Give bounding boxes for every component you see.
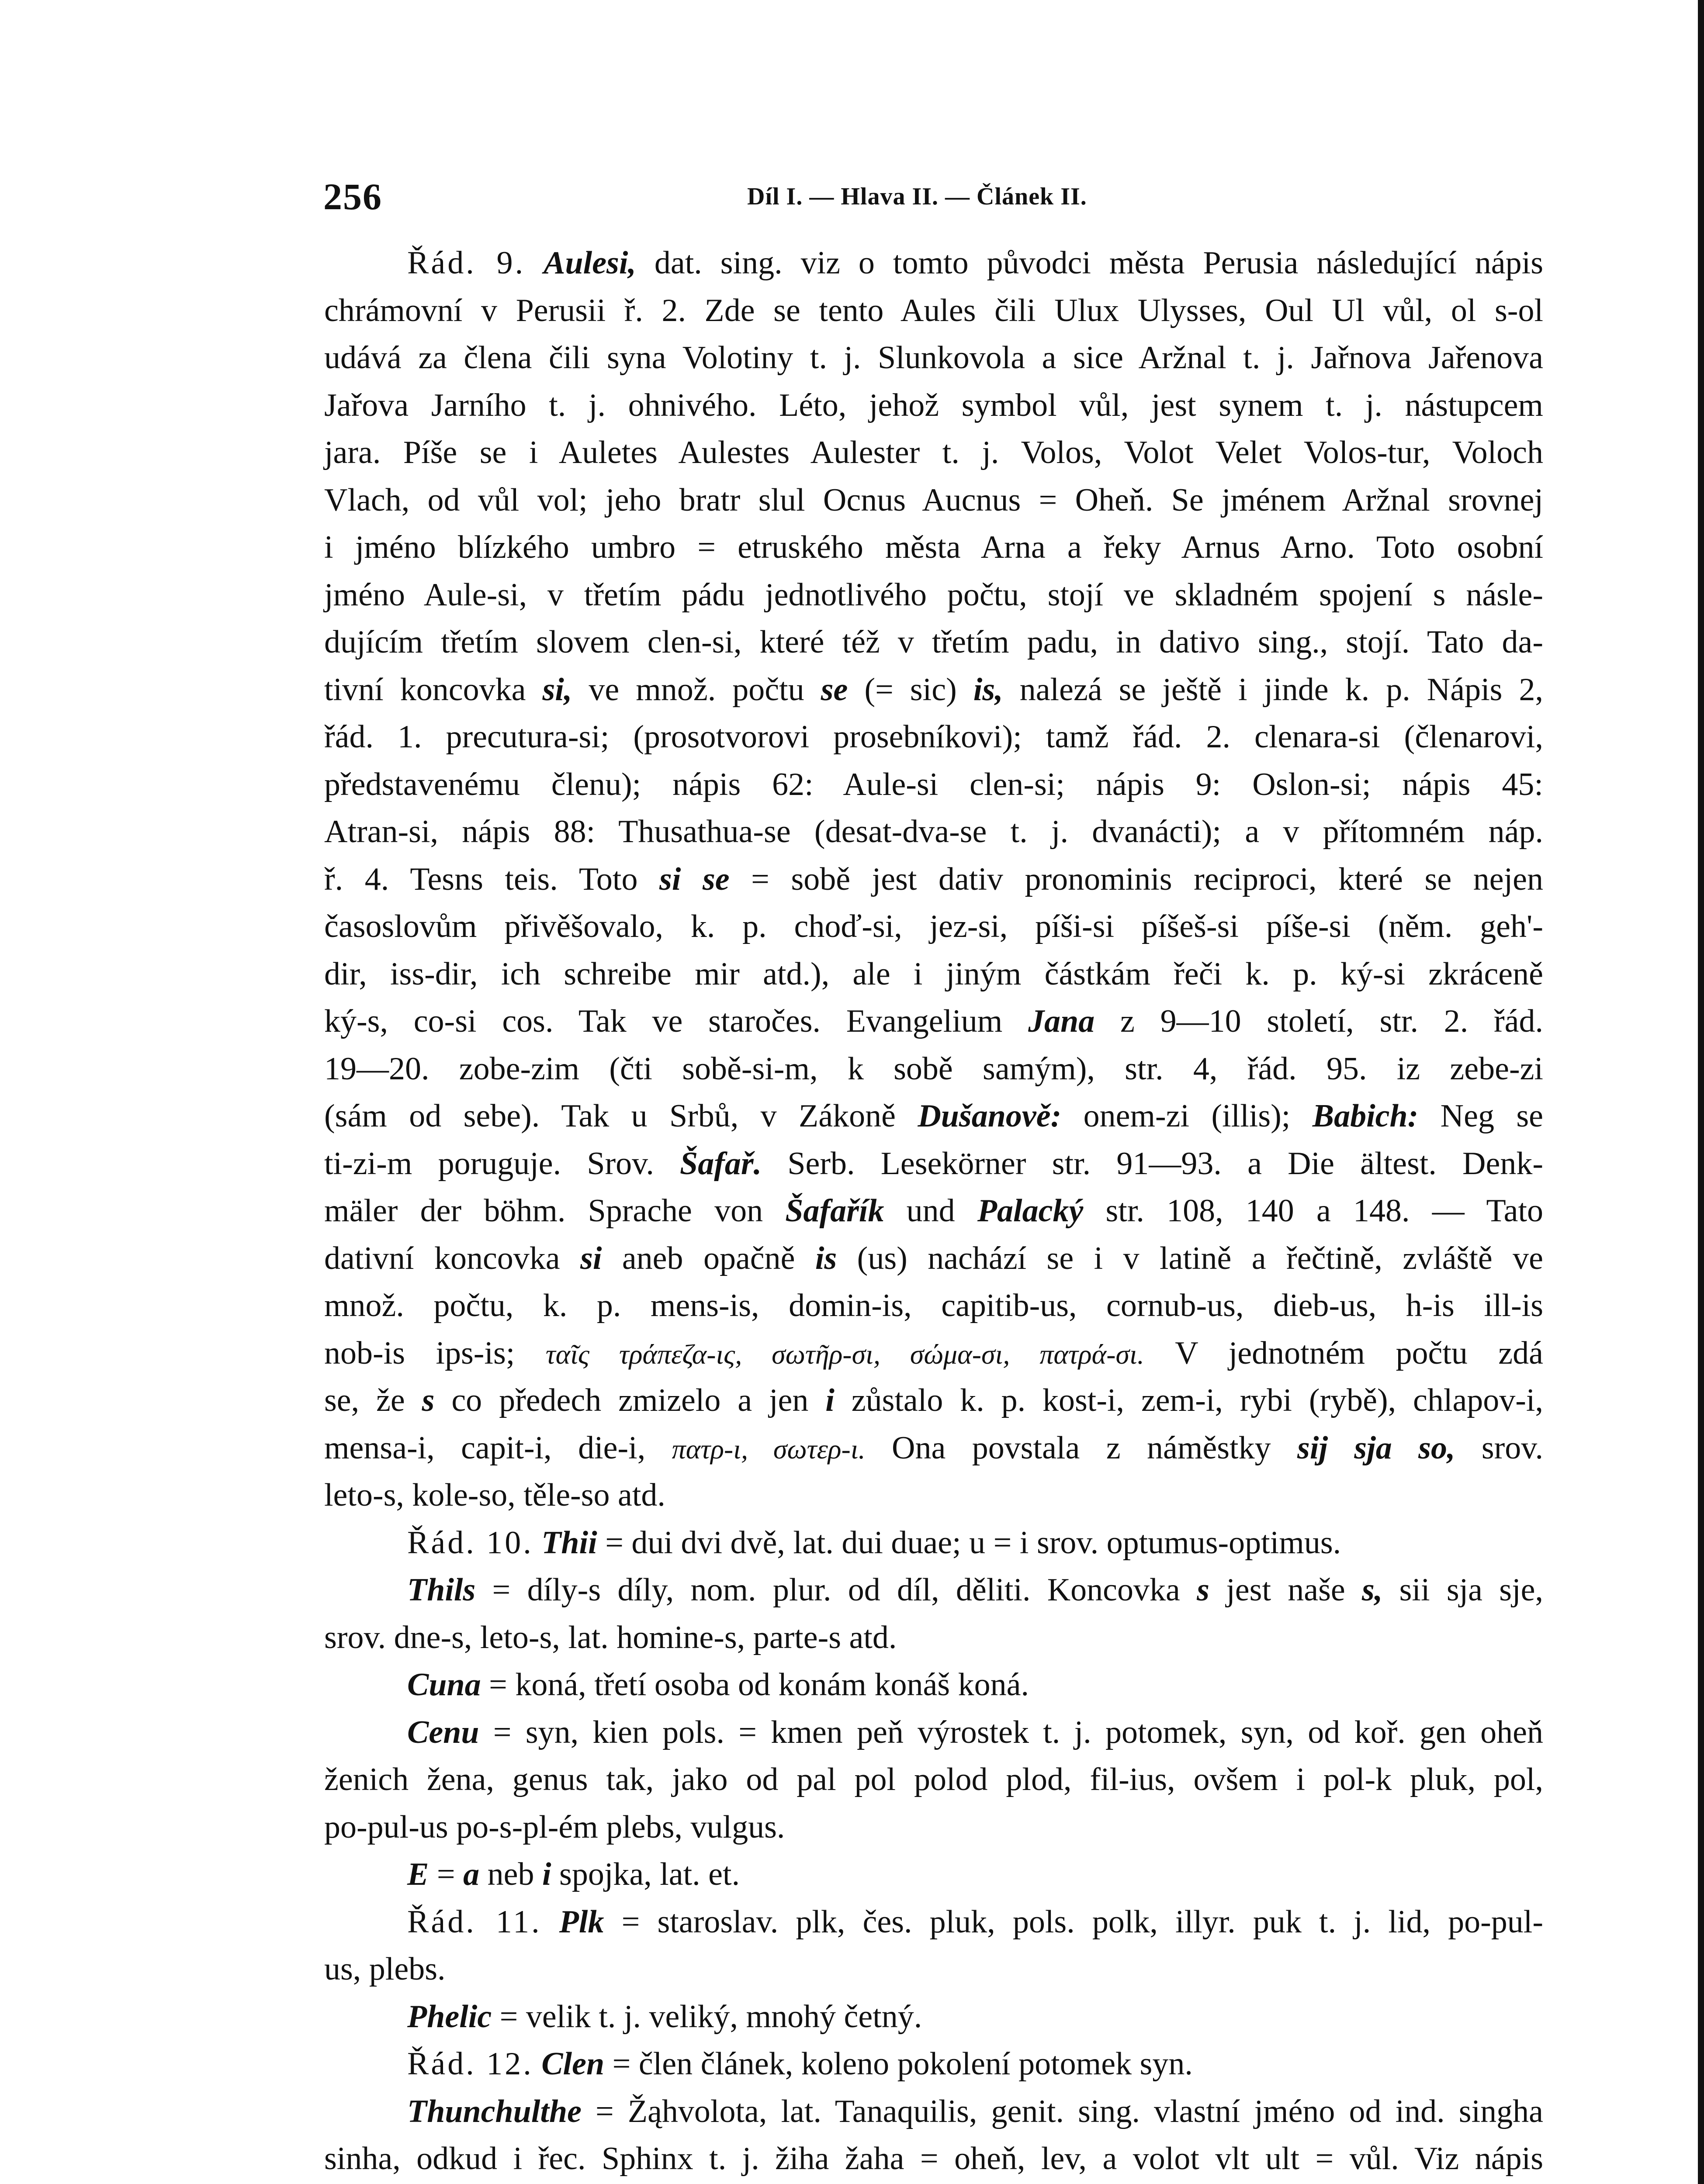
text-run: Serb. Lesekörner str. 91—93. a Die ältest. Denk- [762, 1145, 1543, 1182]
text-run: Neg se [1418, 1098, 1543, 1134]
text-run: ve množ. počtu [572, 671, 821, 708]
text-run: leto-s, kole-so, těle-so atd. [324, 1477, 665, 1513]
italic-term: a [463, 1856, 480, 1892]
italic-term: Thunchulthe [407, 2093, 582, 2129]
line-reference: Řád. 9. [407, 245, 526, 281]
italic-term: Palacký [977, 1193, 1084, 1229]
text-run: jest naše [1209, 1572, 1362, 1608]
text-run: onem-zi (illis); [1061, 1098, 1313, 1134]
text-line [324, 1709, 1543, 1756]
text-run: tivní koncovka [324, 671, 543, 708]
page-header [323, 175, 1542, 227]
text-run: = sobě jest dativ pronominis reciproci, které se nejen [729, 861, 1543, 897]
text-line [324, 1804, 1543, 1851]
text-line [324, 1282, 1543, 1330]
text-run: jara. Píše se i Auletes Aulestes Aulester t. j. Volos, Volot Velet Volos-tur, Voloch [324, 435, 1543, 470]
text-run: und [884, 1193, 977, 1229]
text-line [324, 477, 1543, 524]
italic-term: Thii [541, 1524, 597, 1561]
text-line [324, 713, 1543, 761]
text-line [324, 1330, 1543, 1377]
text-run: ký-s, co-si cos. Tak ve staročes. Evangelium [324, 1003, 1029, 1039]
text-line [324, 950, 1543, 998]
text-line [324, 1140, 1543, 1188]
text-run: Jařova Jarního t. j. ohnivého. Léto, jehož symbol vůl, jest synem t. j. nástupcem [324, 387, 1543, 423]
text-line [324, 1045, 1543, 1093]
text-run: = díly-s díly, nom. plur. od díl, děliti. Koncovka [475, 1572, 1197, 1608]
text-run: zůstalo k. p. kost-i, zem-i, rybi (rybě), chlapov-i, [834, 1382, 1543, 1418]
text-line [324, 1519, 1543, 1567]
italic-term: Thils [407, 1572, 476, 1608]
text-run: (= sic) [848, 671, 973, 708]
text-line [324, 998, 1543, 1045]
line-reference: Řád. 10. [407, 1524, 533, 1561]
text-run: aneb opačně [602, 1240, 815, 1276]
text-run: = velik t. j. veliký, mnohý četný. [492, 1998, 922, 2035]
italic-term: Dušanově: [918, 1098, 1062, 1134]
text-run: spojka, lat. et. [551, 1856, 740, 1892]
text-run: ř. 4. Tesns teis. Toto [324, 861, 660, 897]
text-run: řád. 1. precutura-si; (prosotvorovi prosebníkovi); tamž řád. 2. clenara-si (členarovi, [324, 719, 1543, 755]
text-run: = Žąhvolota, lat. Tanaquilis, genit. sing. vlastní jméno od ind. singha [581, 2093, 1543, 2129]
text-run: dativní koncovka [324, 1240, 581, 1276]
text-run: Ona povstala z náměstky [865, 1430, 1298, 1466]
text-run: (sám od sebe). Tak u Srbů, v Zákoně [324, 1098, 918, 1134]
text-run: i jméno blízkého umbro = etruského města Arna a řeky Arnus Arno. Toto osobní [324, 529, 1543, 565]
text-run [542, 1904, 559, 1940]
text-line [324, 619, 1543, 666]
text-run: V jednotném počtu zdá [1144, 1335, 1543, 1371]
text-run: nalezá se ještě i jinde k. p. Nápis 2, [1003, 671, 1543, 708]
text-line [324, 2088, 1543, 2136]
text-line [324, 1661, 1543, 1709]
text-line [324, 1235, 1543, 1282]
text-line [324, 524, 1543, 571]
text-run [533, 1525, 542, 1561]
italic-term: Plk [559, 1904, 604, 1940]
text-run: z 9—10 století, str. 2. řád. [1094, 1003, 1544, 1039]
text-run: udává za člena čili syna Volotiny t. j. Slunkovola a sice Aržnal t. j. Jařnova Jařenova [324, 340, 1543, 376]
text-run: = dui dvi dvě, lat. dui duae; u = i srov. optumus-optimus. [597, 1524, 1341, 1561]
text-run: ti-zi-m poruguje. Srov. [324, 1145, 680, 1182]
text-run: us, plebs. [324, 1951, 446, 1987]
italic-term: Babich: [1312, 1098, 1419, 1134]
text-line [324, 429, 1543, 477]
text-line [324, 382, 1543, 429]
text-run: představenému členu); nápis 62: Aule-si clen-si; nápis 9: Oslon-si; nápis 45: [324, 766, 1543, 802]
text-run: srov. [1455, 1430, 1544, 1466]
text-line [324, 571, 1543, 619]
line-reference: Řád. 12. [407, 2046, 533, 2082]
italic-term: s [422, 1382, 435, 1418]
text-run: str. 108, 140 a 148. — Tato [1083, 1193, 1543, 1229]
text-run: (us) nachází se i v latině a řečtině, zvláště ve [837, 1240, 1543, 1276]
italic-term: i [542, 1856, 551, 1892]
text-line [324, 1472, 1543, 1519]
text-line [324, 1566, 1543, 1614]
text-run: jméno Aule-si, v třetím pádu jednotlivého počtu, stojí ve skladném spojení s násle- [324, 577, 1543, 613]
text-run: Atran-si, nápis 88: Thusathua-se (desat-dva-se t. j. dvanácti); a v přítomném náp. [324, 814, 1543, 850]
greek-text: πατρ-ι, σωτερ-ι. [672, 1433, 866, 1465]
italic-term: Jana [1028, 1003, 1095, 1039]
text-run: = syn, kien pols. = kmen peň výrostek t. j. potomek, syn, od koř. gen oheň [479, 1714, 1543, 1750]
text-run: = člen článek, koleno pokolení potomek syn. [604, 2046, 1193, 2082]
text-line [324, 2135, 1543, 2183]
text-line [324, 1424, 1543, 1472]
text-run: Vlach, od vůl vol; jeho bratr slul Ocnus Aucnus = Oheň. Se jménem Aržnal srovnej [324, 482, 1543, 518]
text-run: = [429, 1856, 464, 1892]
text-run: množ. počtu, k. p. mens-is, domin-is, capitib-us, cornub-us, dieb-us, h-is ill-is [324, 1288, 1543, 1324]
text-line [324, 1851, 1543, 1898]
text-line [324, 666, 1543, 714]
text-line [324, 808, 1543, 856]
text-line [324, 1377, 1543, 1424]
text-line [324, 1614, 1543, 1662]
text-run: sinha, odkud i řec. Sphinx t. j. žiha žaha = oheň, lev, a volot vlt ult = vůl. Viz nápis [324, 2141, 1543, 2177]
text-run: dat. sing. viz o tomto původci města Perusia následující nápis [636, 245, 1544, 281]
text-run: = staroslav. plk, čes. pluk, pols. polk, illyr. puk t. j. lid, po-pul- [604, 1904, 1543, 1940]
text-run: 19—20. zobe-zim (čti sobě-si-m, k sobě samým), str. 4, řád. 95. iz zebe-zi [324, 1051, 1543, 1087]
text-line [324, 287, 1543, 335]
italic-term: is [815, 1240, 837, 1276]
text-line [324, 1092, 1543, 1140]
italic-term: s [1197, 1572, 1209, 1608]
text-line [324, 1756, 1543, 1804]
italic-term: si, [542, 671, 572, 708]
text-run: srov. dne-s, leto-s, lat. homine-s, parte-s atd. [324, 1619, 897, 1655]
text-line [324, 1898, 1543, 1946]
text-run: mensa-i, capit-i, die-i, [324, 1430, 672, 1466]
italic-term: sij sja so, [1297, 1430, 1455, 1466]
text-run: neb [479, 1856, 542, 1892]
italic-term: s, [1362, 1572, 1383, 1608]
text-run: časoslovům přivěšovalo, k. p. choď-si, jez-si, píši-si píšeš-si píše-si (něm. geh'- [324, 909, 1543, 944]
text-line [324, 856, 1543, 903]
text-run: dir, iss-dir, ich schreibe mir atd.), ale i jiným částkám řeči k. p. ký-si zkráceně [324, 956, 1543, 992]
text-line [324, 1993, 1543, 2041]
text-run: co předech zmizelo a jen [434, 1382, 826, 1418]
italic-term: si [580, 1240, 602, 1276]
text-run: po-pul-us po-s-pl-ém plebs, vulgus. [324, 1809, 785, 1845]
italic-term: Cuna [407, 1667, 481, 1703]
italic-term: Šafařík [785, 1193, 884, 1229]
text-line [324, 903, 1543, 950]
italic-term: i [825, 1382, 835, 1418]
greek-text: ταῖς τράπεζα-ις, σωτῆρ-σι, σώμα-σι, πατρά-σι. [545, 1338, 1144, 1370]
text-line [324, 1946, 1543, 1993]
text-run: = koná, třetí osoba od konám konáš koná. [481, 1667, 1029, 1703]
italic-term: se [821, 671, 848, 708]
italic-term: Aulesi, [544, 245, 636, 281]
italic-term: Cenu [407, 1714, 479, 1750]
text-run: se, že [324, 1382, 422, 1418]
text-line [324, 334, 1543, 382]
italic-term: E [407, 1856, 429, 1892]
text-run: chrámovní v Perusii ř. 2. Zde se tento Aules čili Ulux Ulysses, Oul Ul vůl, ol s-ol [324, 292, 1543, 328]
text-run: dujícím třetím slovem clen-si, které též v třetím padu, in dativo sing., stojí. Tato da- [324, 624, 1543, 660]
italic-term: is, [973, 671, 1003, 708]
text-run [533, 2046, 542, 2082]
italic-term: Šafař. [680, 1145, 762, 1182]
text-run: nob-is ips-is; [324, 1335, 546, 1371]
text-run: ženich žena, genus tak, jako od pal pol polod plod, fil-ius, ovšem i pol-k pluk, pol, [324, 1762, 1543, 1797]
running-head: Díl I. — Hlava II. — Článek II. [747, 183, 1087, 210]
text-line [324, 239, 1543, 287]
italic-term: si se [659, 861, 730, 897]
text-run [525, 245, 544, 281]
line-reference: Řád. 11. [407, 1904, 542, 1940]
text-line [324, 1187, 1543, 1235]
body-text [324, 239, 1543, 2183]
italic-term: Clen [541, 2046, 605, 2082]
text-line [324, 761, 1543, 809]
italic-term: Phelic [407, 1998, 492, 2035]
text-line [324, 2040, 1543, 2088]
page-number: 256 [323, 176, 382, 218]
text-run: mäler der böhm. Sprache von [324, 1193, 786, 1229]
text-run: sii sja sje, [1382, 1572, 1544, 1608]
